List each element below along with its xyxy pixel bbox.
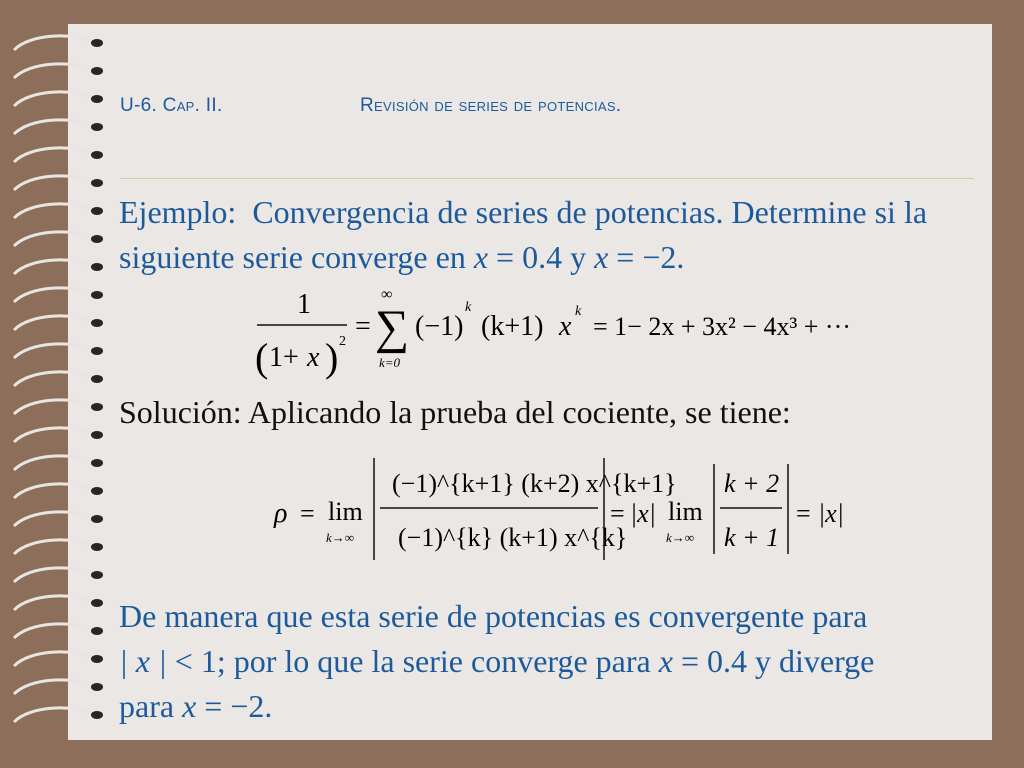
denom-exponent: 2: [339, 334, 346, 349]
spiral-hole: [91, 431, 103, 439]
spiral-hole: [91, 683, 103, 691]
frac-numerator: 1: [297, 289, 311, 320]
conclusion-eq: = 0.4 y diverge: [680, 643, 875, 679]
rho-symbol: ρ: [274, 498, 288, 529]
series-expansion: = 1− 2x + 3x² − 4x³ + ···: [593, 312, 851, 341]
denom-body: 1+: [269, 342, 299, 373]
term-x-exp: k: [575, 304, 582, 319]
example-eq2: = −2.: [616, 239, 685, 275]
equals-3: =: [796, 499, 811, 528]
spiral-hole: [91, 655, 103, 663]
conclusion-line-2: [119, 639, 999, 684]
sum-lower: k=0: [379, 355, 401, 370]
term-kplus1: (k+1): [481, 311, 544, 342]
denom-open-paren: (: [255, 335, 269, 380]
example-var1: x: [473, 239, 489, 275]
term-x: x: [559, 311, 572, 342]
spiral-hole: [91, 515, 103, 523]
solution-text: Solución: Aplicando la prueba del cociente, se tiene:: [119, 394, 791, 430]
solution-paragraph: [119, 390, 999, 435]
equals-sign: =: [355, 311, 371, 342]
spiral-hole: [91, 599, 103, 607]
conclusion-var: x: [658, 643, 673, 679]
spiral-hole: [91, 459, 103, 467]
example-label: Ejemplo:: [119, 194, 237, 230]
conclusion-line-3-var: x: [182, 688, 197, 724]
term-neg-one: (−1): [415, 311, 464, 342]
sum-symbol: ∑: [375, 301, 410, 354]
spiral-hole: [91, 403, 103, 411]
spiral-hole: [91, 543, 103, 551]
example-paragraph: [119, 190, 999, 280]
spiral-hole: [91, 207, 103, 215]
spiral-hole: [91, 291, 103, 299]
spiral-hole: [91, 123, 103, 131]
spiral-hole: [91, 151, 103, 159]
lim-2-sub: k→∞: [666, 530, 695, 545]
ratio-denominator: (−1)^{k} (k+1) x^{k}: [398, 523, 628, 552]
equals-2: =: [610, 499, 625, 528]
spiral-hole: [91, 571, 103, 579]
ratio-test-formula: [270, 450, 860, 570]
example-text: Convergencia de series de potencias. Determine si la siguiente serie converge en: [119, 194, 928, 275]
conclusion-paragraph: [119, 594, 999, 729]
spiral-hole: [91, 711, 103, 719]
ratio-numerator: (−1)^{k+1} (k+2) x^{k+1}: [392, 469, 677, 498]
conclusion-line-1: De manera que esta serie de potencias es convergente para: [119, 598, 868, 634]
term-exp: k: [465, 300, 472, 315]
example-eq1: = 0.4 y: [496, 239, 587, 275]
abs-x-2: |x|: [818, 499, 844, 528]
denom-close-paren: ): [325, 335, 339, 380]
rho-equals: =: [300, 499, 315, 528]
spiral-hole: [91, 67, 103, 75]
spiral-hole: [91, 263, 103, 271]
slide-title: Revisión de series de potencias.: [360, 95, 622, 116]
spiral-hole: [91, 39, 103, 47]
spiral-hole: [91, 235, 103, 243]
spiral-hole: [91, 487, 103, 495]
lim-1-sub: k→∞: [326, 530, 355, 545]
lim-2: lim: [668, 497, 703, 526]
spiral-hole: [91, 95, 103, 103]
example-var2: x: [594, 239, 609, 275]
frac2-denominator: k + 1: [724, 523, 780, 552]
spiral-hole: [91, 319, 103, 327]
lim-1: lim: [328, 497, 363, 526]
spiral-hole: [91, 347, 103, 355]
conclusion-line-3: [119, 684, 999, 729]
spiral-hole: [91, 179, 103, 187]
series-formula: [255, 283, 895, 383]
frac2-numerator: k + 2: [724, 469, 780, 498]
conclusion-line-3-pre: para: [119, 688, 175, 724]
denom-var: x: [307, 342, 320, 373]
conclusion-abs-x: | x |: [119, 643, 167, 679]
unit-label: U-6. Cap. II.: [120, 95, 223, 116]
conclusion-line-3-eq: = −2.: [204, 688, 273, 724]
sum-upper: ∞: [381, 286, 393, 303]
abs-x-1: |x|: [630, 499, 656, 528]
spiral-hole: [91, 627, 103, 635]
conclusion-line-2-text: < 1; por lo que la serie converge para: [174, 643, 651, 679]
header-divider: [120, 178, 974, 179]
spiral-hole: [91, 375, 103, 383]
